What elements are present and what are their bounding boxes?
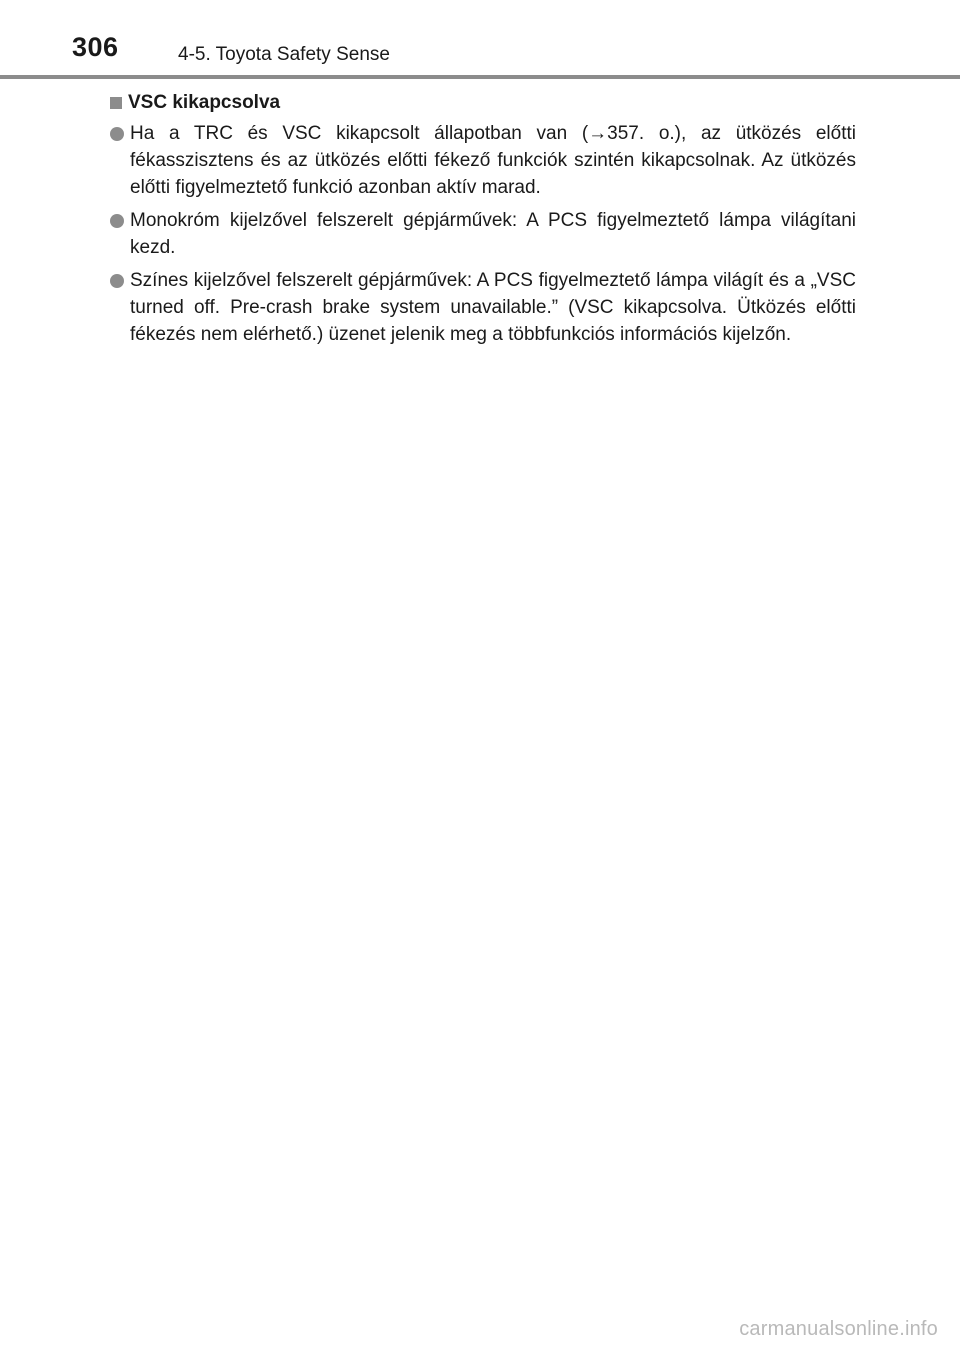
main-content (110, 90, 856, 354)
circle-bullet-icon (110, 127, 124, 141)
footer-watermark: carmanualsonline.info (739, 1318, 938, 1340)
list-item-text: Színes kijelzővel felszerelt gépjárművek: A PCS figyelmeztető lámpa világít és a „VSC turned off. Pre-crash brake system unavailable.” (VSC kikapcsolva. Ütközés előtti fékezés nem elérhető.) üzenet jelenik meg a többfunkciós információs kijelzőn. (130, 270, 856, 345)
section-heading (110, 90, 856, 116)
header-divider (0, 75, 960, 79)
section-heading-text: VSC kikapcsolva (128, 92, 281, 113)
list-item (110, 207, 856, 261)
list-item (110, 120, 856, 201)
page-header (0, 0, 960, 80)
list-item (110, 267, 856, 348)
list-item-text: Ha a TRC és VSC kikapcsolt állapotban van (→357. o.), az ütközés előtti fékasszisztens és az ütközés előtti fékező funkciók szintén kikapcsolnak. Az ütközés előtti figyelmeztető funkció azonban aktív marad. (130, 123, 856, 198)
circle-bullet-icon (110, 214, 124, 228)
circle-bullet-icon (110, 274, 124, 288)
chapter-title: 4-5. Toyota Safety Sense (178, 44, 390, 65)
bullet-list (110, 120, 856, 348)
list-item-text: Monokróm kijelzővel felszerelt gépjárművek: A PCS figyelmeztető lámpa világítani kezd. (130, 210, 856, 258)
square-bullet-icon (110, 97, 122, 109)
page-number: 306 (72, 32, 119, 62)
